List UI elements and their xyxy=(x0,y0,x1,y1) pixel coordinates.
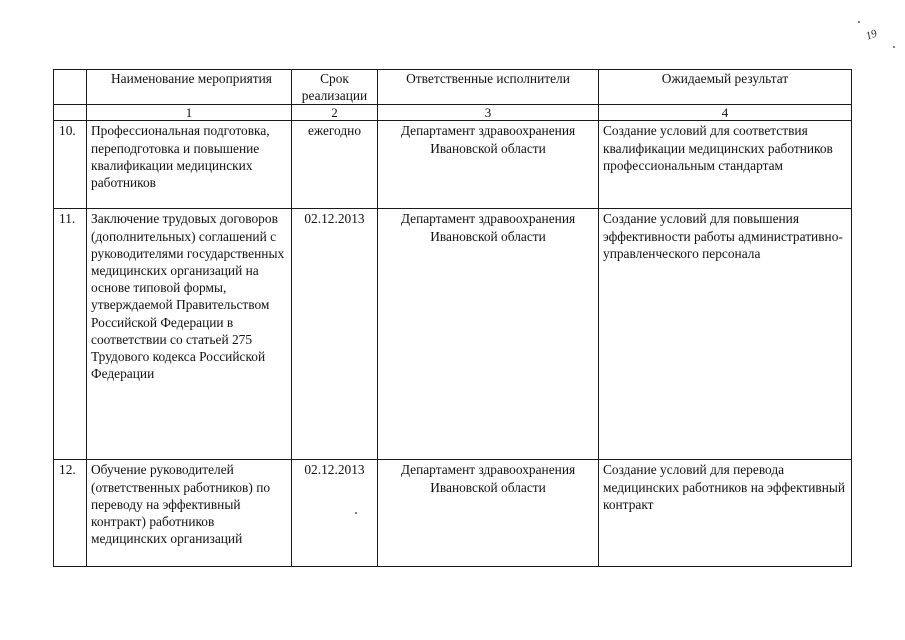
column-number-3: 3 xyxy=(378,105,599,121)
row-number: 11. xyxy=(54,209,87,460)
scan-speck xyxy=(893,46,895,48)
measure-name: Профессиональная подготовка, переподготовка и повышение квалификации медицинских работников xyxy=(87,121,292,209)
measure-name: Обучение руководителей (ответственных работников) по переводу на эффективный контракт) работников медицинских организаций xyxy=(87,460,292,567)
measure-result: Создание условий для перевода медицинских работников на эффективный контракт xyxy=(599,460,852,567)
measure-term: 02.12.2013 xyxy=(292,460,378,567)
measure-responsible: Департамент здравоохранения Ивановской области xyxy=(378,460,599,567)
measure-name: Заключение трудовых договоров (дополнительных) соглашений с руководителями государственных медицинских организаций на основе типовой формы, утверждаемой Правительством Российской Федерации в соответствии со статьей 275 Трудового кодекса Российской Федерации xyxy=(87,209,292,460)
scan-speck xyxy=(858,21,860,23)
table-row xyxy=(54,121,852,209)
header-num xyxy=(54,70,87,105)
page-number: 19 xyxy=(864,27,879,43)
table-row xyxy=(54,209,852,460)
header-responsible: Ответственные исполнители xyxy=(378,70,599,105)
measure-responsible: Департамент здравоохранения Ивановской области xyxy=(378,209,599,460)
column-number-1: 1 xyxy=(87,105,292,121)
measure-term: ежегодно xyxy=(292,121,378,209)
column-numbers-row xyxy=(54,105,852,121)
header-result: Ожидаемый результат xyxy=(599,70,852,105)
measure-result: Создание условий для соответствия квалификации медицинских работников профессиональным стандартам xyxy=(599,121,852,209)
row-number: 10. xyxy=(54,121,87,209)
column-number-2: 2 xyxy=(292,105,378,121)
measure-term: 02.12.2013 xyxy=(292,209,378,460)
row-number: 12. xyxy=(54,460,87,567)
column-number-empty xyxy=(54,105,87,121)
header-term: Срок реализации xyxy=(292,70,378,105)
measure-result: Создание условий для повышения эффективности работы административно-управленческого персонала xyxy=(599,209,852,460)
measure-responsible: Департамент здравоохранения Ивановской области xyxy=(378,121,599,209)
column-number-4: 4 xyxy=(599,105,852,121)
header-name: Наименование мероприятия xyxy=(87,70,292,105)
table-header-row xyxy=(54,70,852,105)
measures-table xyxy=(53,69,852,567)
table-row xyxy=(54,460,852,567)
